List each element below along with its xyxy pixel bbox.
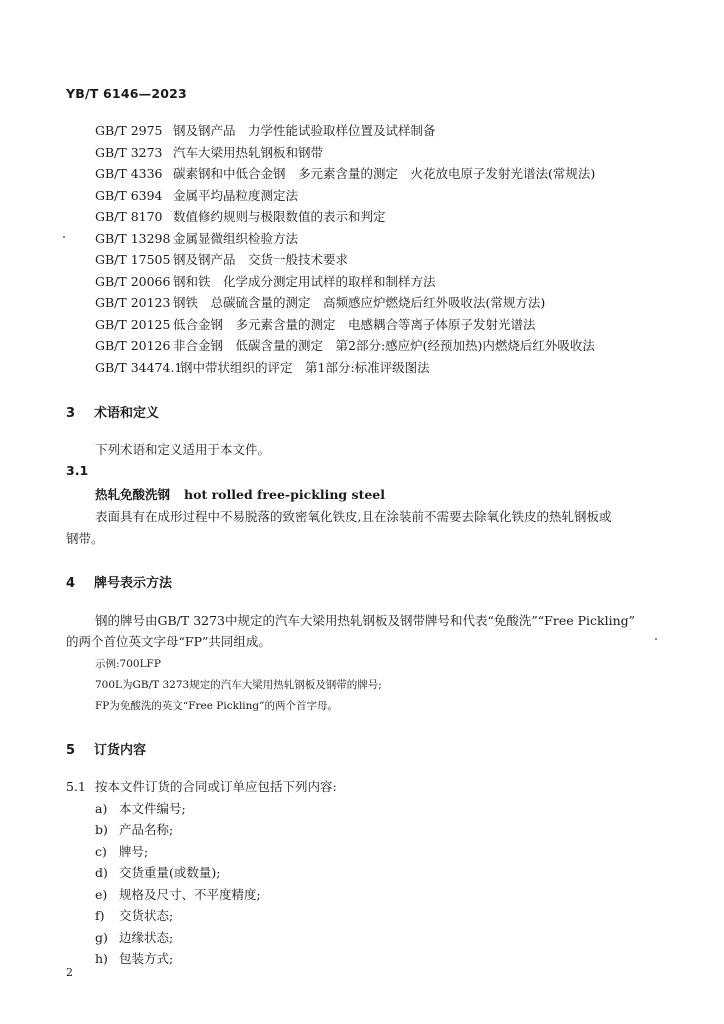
list-item <box>95 799 186 817</box>
document-code-header: YB/T 6146—2023 <box>66 86 187 101</box>
designation-paragraph-continued: 的两个首位英文字母“FP”共同组成。 <box>66 634 271 649</box>
reference-code: GB/T 4336 <box>95 166 163 181</box>
reference-title: 钢及钢产品 力学性能试验取样位置及试样制备 <box>173 123 436 138</box>
reference-code: GB/T 2975 <box>95 123 163 138</box>
section-number: 4 <box>66 576 76 591</box>
reference-title: 钢及钢产品 交货一般技术要求 <box>173 252 349 267</box>
reference-item <box>95 272 436 290</box>
list-item <box>95 949 173 967</box>
section-heading <box>66 739 146 758</box>
list-letter: f) <box>95 908 105 923</box>
subsection-number: 3.1 <box>66 463 89 478</box>
list-item <box>95 928 173 946</box>
list-letter: e) <box>95 887 108 902</box>
reference-code: GB/T 20126 <box>95 338 171 353</box>
list-text: 规格及尺寸、不平度精度; <box>119 887 261 902</box>
subsection-clause <box>66 777 337 795</box>
reference-code: GB/T 20123 <box>95 295 171 310</box>
reference-title: 非合金钢 低碳含量的测定 第2部分:感应炉(经预加热)内燃烧后红外吸收法 <box>173 338 595 353</box>
reference-title: 低合金钢 多元素含量的测定 电感耦合等离子体原子发射光谱法 <box>173 317 536 332</box>
list-item <box>95 842 148 860</box>
list-text: 交货重量(或数量); <box>119 865 221 880</box>
section-intro: 下列术语和定义适用于本文件。 <box>95 442 271 457</box>
reference-item <box>95 315 536 333</box>
reference-code: GB/T 20125 <box>95 317 171 332</box>
subsection-number: 5.1 <box>66 779 86 794</box>
subsection-text: 按本文件订货的合同或订单应包括下列内容: <box>95 779 337 794</box>
page-number: 2 <box>66 966 73 979</box>
section-number: 3 <box>66 406 76 421</box>
section-heading <box>66 402 159 421</box>
list-letter: h) <box>95 951 108 966</box>
reference-item <box>95 143 323 161</box>
list-text: 边缘状态; <box>119 930 174 945</box>
list-text: 本文件编号; <box>119 801 186 816</box>
list-item <box>95 820 173 838</box>
term-definition: 表面具有在成形过程中不易脱落的致密氧化铁皮,且在涂装前不需要去除氧化铁皮的热轧钢板或 <box>95 509 612 524</box>
reference-title: 钢中带状组织的评定 第1部分:标准评级图法 <box>180 360 430 375</box>
term-english: hot rolled free-pickling steel <box>184 487 385 502</box>
reference-title: 汽车大梁用热轧钢板和钢带 <box>173 145 324 160</box>
section-number: 5 <box>66 743 76 758</box>
list-text: 牌号; <box>119 844 149 859</box>
term-entry <box>95 485 385 503</box>
reference-item <box>95 358 430 376</box>
list-text: 交货状态; <box>119 908 174 923</box>
reference-title: 钢和铁 化学成分测定用试样的取样和制样方法 <box>173 274 436 289</box>
designation-paragraph: 钢的牌号由GB/T 3273中规定的汽车大梁用热轧钢板及钢带牌号和代表“免酸洗”“Free Pickling” <box>95 613 636 628</box>
reference-code: GB/T 3273 <box>95 145 163 160</box>
list-text: 包装方式; <box>119 951 174 966</box>
list-item <box>95 906 173 924</box>
reference-code: GB/T 6394 <box>95 188 163 203</box>
reference-item <box>95 336 595 354</box>
term-chinese: 热轧免酸洗钢 <box>95 487 171 502</box>
reference-code: GB/T 13298 <box>95 231 171 246</box>
reference-item <box>95 164 595 182</box>
section-heading <box>66 572 172 591</box>
reference-item <box>95 293 545 311</box>
list-item <box>95 885 261 903</box>
example-note: FP为免酸洗的英文“Free Pickling”的两个首字母。 <box>95 700 339 712</box>
scan-speck <box>63 236 65 238</box>
reference-item <box>95 186 298 204</box>
reference-item <box>95 250 348 268</box>
example-label: 示例:700LFP <box>95 658 161 670</box>
section-title: 订货内容 <box>94 743 147 758</box>
reference-title: 钢铁 总碳硫含量的测定 高频感应炉燃烧后红外吸收法(常规方法) <box>173 295 546 310</box>
example-note: 700L为GB/T 3273规定的汽车大梁用热轧钢板及钢带的牌号; <box>95 679 382 691</box>
list-text: 产品名称; <box>119 822 174 837</box>
list-letter: a) <box>95 801 108 816</box>
term-definition-continued: 钢带。 <box>66 531 104 546</box>
list-letter: g) <box>95 930 108 945</box>
section-title: 术语和定义 <box>94 406 160 421</box>
list-letter: b) <box>95 822 108 837</box>
reference-title: 数值修约规则与极限数值的表示和判定 <box>173 209 386 224</box>
list-item <box>95 863 220 881</box>
reference-code: GB/T 8170 <box>95 209 163 224</box>
reference-code: GB/T 17505 <box>95 252 171 267</box>
reference-item <box>95 207 386 225</box>
list-letter: c) <box>95 844 107 859</box>
reference-title: 碳素钢和中低合金钢 多元素含量的测定 火花放电原子发射光谱法(常规法) <box>173 166 596 181</box>
reference-code: GB/T 20066 <box>95 274 171 289</box>
reference-item <box>95 121 436 139</box>
reference-title: 金属平均晶粒度测定法 <box>173 188 299 203</box>
reference-title: 金属显微组织检验方法 <box>173 231 299 246</box>
list-letter: d) <box>95 865 108 880</box>
reference-item <box>95 229 298 247</box>
reference-code: GB/T 34474.1 <box>95 360 183 375</box>
section-title: 牌号表示方法 <box>94 576 173 591</box>
scan-speck <box>655 638 657 640</box>
